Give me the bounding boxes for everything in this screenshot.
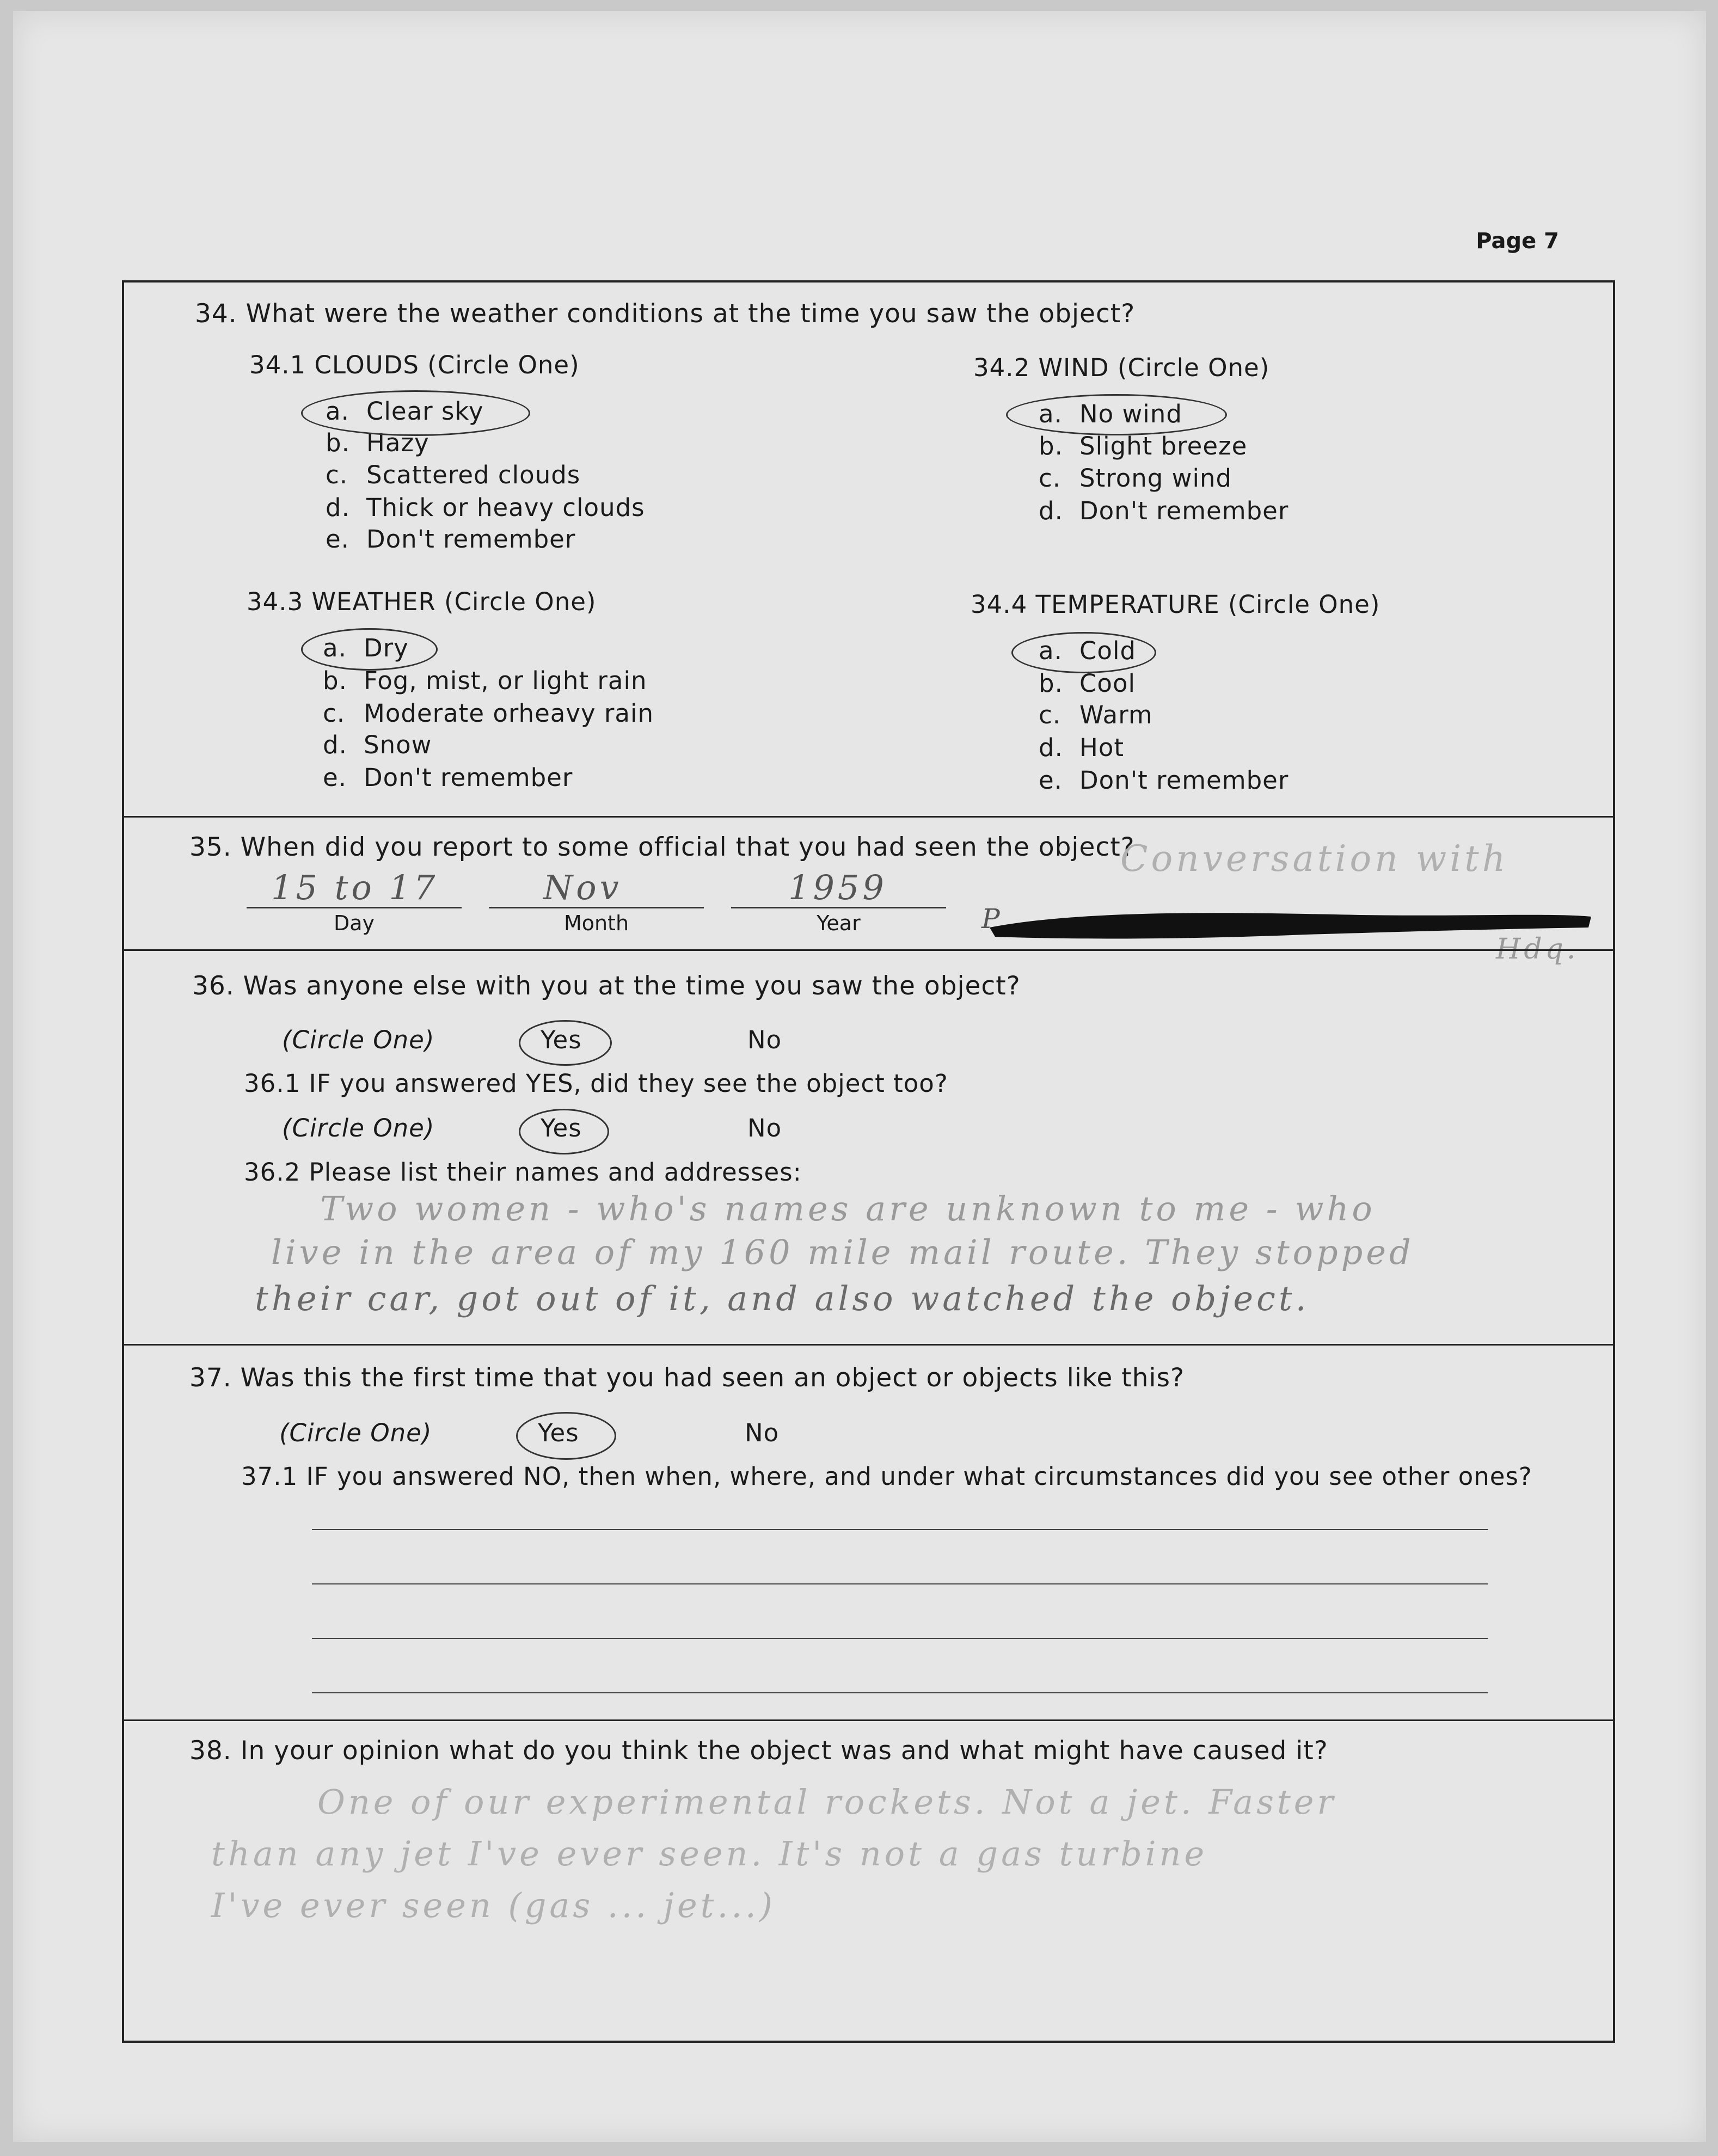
- wind-option-d[interactable]: d. Don't remember: [1039, 496, 1289, 525]
- weather-option-e[interactable]: e. Don't remember: [323, 763, 573, 792]
- weather-option-d[interactable]: d. Snow: [323, 730, 432, 759]
- circle-one-instruction: (Circle One): [282, 1114, 435, 1143]
- answer-line[interactable]: [312, 1692, 1488, 1693]
- questionnaire-form: [122, 280, 1615, 2043]
- weather-option-a[interactable]: a. Dry: [323, 634, 409, 662]
- question-37: 37. Was this the first time that you had seen an object or objects like this?: [189, 1363, 1185, 1393]
- clouds-heading: 34.1 CLOUDS (Circle One): [249, 351, 580, 379]
- clouds-option-a[interactable]: a. Clear sky: [326, 397, 484, 426]
- question-36-2: 36.2 Please list their names and addresses:: [244, 1158, 802, 1187]
- q36-yes-option[interactable]: Yes: [541, 1025, 582, 1054]
- report-month-value[interactable]: Nov: [543, 868, 622, 907]
- temperature-option-c[interactable]: c. Warm: [1039, 701, 1153, 729]
- day-underline: [247, 907, 462, 908]
- section-divider: [124, 949, 1613, 951]
- q36-yes-circle: [519, 1020, 612, 1066]
- clouds-option-e[interactable]: e. Don't remember: [326, 525, 576, 554]
- wind-selection-circle: [1006, 394, 1227, 435]
- answer-line[interactable]: [312, 1583, 1488, 1584]
- question-36-1: 36.1 IF you answered YES, did they see the object too?: [244, 1069, 948, 1098]
- report-day-value[interactable]: 15 to 17: [271, 868, 439, 907]
- temperature-option-d[interactable]: d. Hot: [1039, 733, 1125, 762]
- question-36: 36. Was anyone else with you at the time you saw the object?: [192, 971, 1021, 1001]
- q37-yes-option[interactable]: Yes: [538, 1418, 579, 1447]
- month-label: Month: [563, 911, 629, 935]
- question-37-1: 37.1 IF you answered NO, then when, where, and under what circumstances did you see other ones?: [241, 1462, 1532, 1491]
- weather-option-b[interactable]: b. Fog, mist, or light rain: [323, 666, 647, 695]
- section-divider: [124, 816, 1613, 818]
- day-label: Day: [333, 911, 375, 935]
- handwritten-margin-note: Conversation with: [1120, 838, 1509, 880]
- q36-1-no-option[interactable]: No: [747, 1114, 782, 1143]
- wind-heading: 34.2 WIND (Circle One): [973, 353, 1270, 382]
- q36-no-option[interactable]: No: [747, 1025, 782, 1054]
- names-answer-line-2: live in the area of my 160 mile mail route. They stopped: [271, 1232, 1414, 1272]
- q36-1-yes-option[interactable]: Yes: [541, 1114, 582, 1143]
- question-35: 35. When did you report to some official that you had seen the object?: [189, 832, 1135, 862]
- clouds-selection-circle: [301, 390, 530, 436]
- wind-option-b[interactable]: b. Slight breeze: [1039, 432, 1248, 460]
- page-number: Page 7: [1476, 229, 1559, 254]
- weather-selection-circle: [301, 628, 438, 671]
- section-divider: [124, 1719, 1613, 1721]
- clouds-option-d[interactable]: d. Thick or heavy clouds: [326, 493, 645, 522]
- report-year-value[interactable]: 1959: [788, 868, 887, 907]
- section-divider: [124, 1344, 1613, 1346]
- clouds-option-b[interactable]: b. Hazy: [326, 428, 430, 457]
- answer-line[interactable]: [312, 1529, 1488, 1530]
- opinion-answer-line-3: I've ever seen (gas ... jet...): [211, 1885, 776, 1925]
- year-underline: [731, 907, 946, 908]
- year-label: Year: [817, 911, 861, 935]
- names-answer-line-3: their car, got out of it, and also watched the object.: [255, 1279, 1310, 1318]
- handwritten-margin-prefix: P: [981, 903, 1003, 935]
- temperature-heading: 34.4 TEMPERATURE (Circle One): [971, 590, 1380, 619]
- q37-yes-circle: [516, 1412, 616, 1460]
- circle-one-instruction: (Circle One): [282, 1025, 435, 1054]
- answer-line[interactable]: [312, 1638, 1488, 1639]
- question-34: 34. What were the weather conditions at the time you saw the object?: [195, 299, 1136, 329]
- q37-no-option[interactable]: No: [745, 1418, 780, 1447]
- temperature-selection-circle: [1011, 632, 1156, 673]
- wind-option-a[interactable]: a. No wind: [1039, 400, 1182, 428]
- temperature-option-e[interactable]: e. Don't remember: [1039, 766, 1289, 795]
- weather-heading: 34.3 WEATHER (Circle One): [247, 587, 597, 616]
- redaction-mark: [979, 903, 1594, 941]
- opinion-answer-line-1: One of our experimental rockets. Not a jet. Faster: [317, 1782, 1337, 1822]
- clouds-option-c[interactable]: c. Scattered clouds: [326, 460, 581, 489]
- month-underline: [489, 907, 704, 908]
- form-page: [13, 11, 1706, 2142]
- q36-1-yes-circle: [519, 1109, 609, 1154]
- handwritten-margin-note-2: Hdq.: [1496, 933, 1579, 966]
- temperature-option-b[interactable]: b. Cool: [1039, 669, 1136, 698]
- temperature-option-a[interactable]: a. Cold: [1039, 636, 1137, 665]
- question-38: 38. In your opinion what do you think the object was and what might have caused it?: [189, 1736, 1328, 1766]
- weather-option-c[interactable]: c. Moderate orheavy rain: [323, 699, 654, 728]
- circle-one-instruction: (Circle One): [279, 1418, 432, 1447]
- wind-option-c[interactable]: c. Strong wind: [1039, 464, 1232, 493]
- opinion-answer-line-2: than any jet I've ever seen. It's not a gas turbine: [211, 1834, 1208, 1874]
- names-answer-line-1: Two women - who's names are unknown to me - who: [320, 1189, 1376, 1229]
